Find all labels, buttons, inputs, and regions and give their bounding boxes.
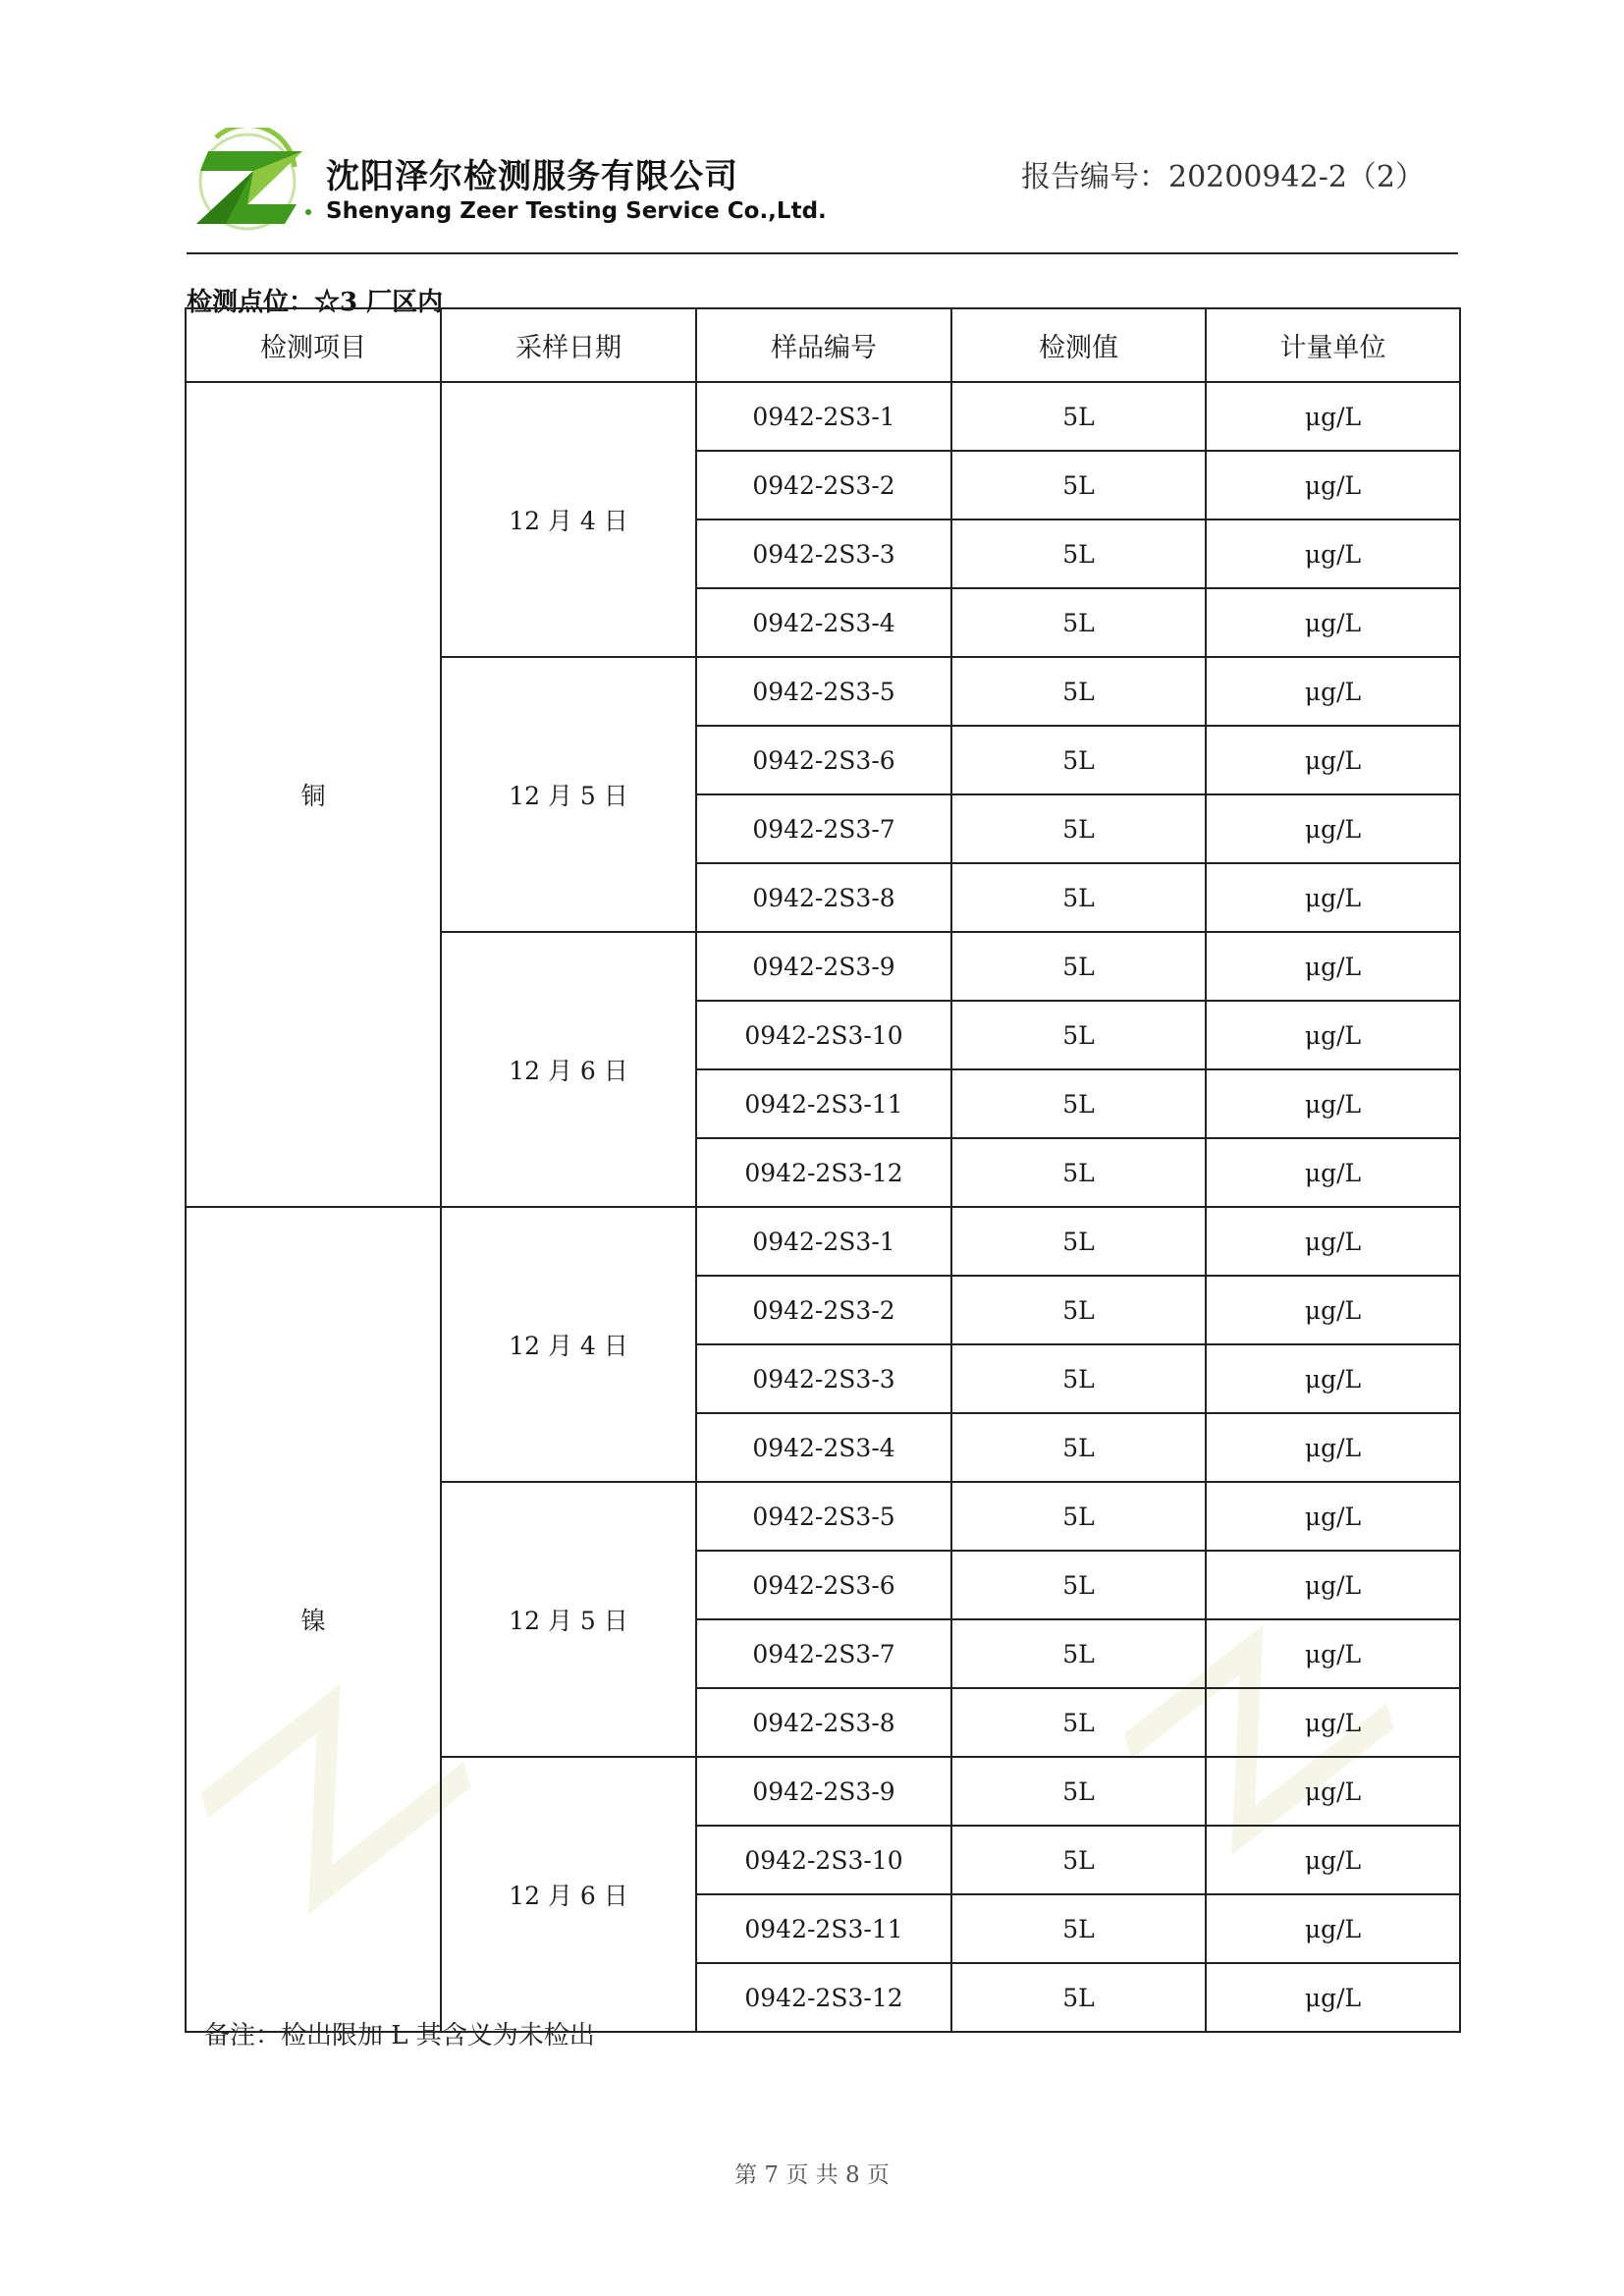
- unit-cell: μg/L: [1206, 1551, 1460, 1619]
- sample-id-cell: 0942-2S3-8: [696, 863, 951, 932]
- letterhead: [187, 128, 1463, 255]
- sample-id-cell: 0942-2S3-1: [696, 1207, 951, 1276]
- test-value-cell: 5L: [951, 519, 1206, 588]
- test-item-cell: 铜: [186, 382, 441, 1207]
- unit-cell: μg/L: [1206, 1069, 1460, 1138]
- sample-id-cell: 0942-2S3-12: [696, 1963, 951, 2032]
- table-body: [186, 382, 1460, 2032]
- test-value-cell: 5L: [951, 1344, 1206, 1413]
- unit-cell: μg/L: [1206, 1344, 1460, 1413]
- company-name-cn: 沈阳泽尔检测服务有限公司: [326, 157, 738, 196]
- sample-id-cell: 0942-2S3-7: [696, 794, 951, 863]
- remark: 备注：检出限加 L 其含义为未检出: [204, 2021, 595, 2050]
- sample-id-cell: 0942-2S3-4: [696, 588, 951, 657]
- sample-id-cell: 0942-2S3-9: [696, 932, 951, 1001]
- sample-id-cell: 0942-2S3-8: [696, 1688, 951, 1757]
- unit-cell: μg/L: [1206, 1688, 1460, 1757]
- sample-id-cell: 0942-2S3-2: [696, 451, 951, 519]
- test-value-cell: 5L: [951, 382, 1206, 451]
- test-value-cell: 5L: [951, 657, 1206, 726]
- test-value-cell: 5L: [951, 1688, 1206, 1757]
- sampling-date-cell: 12 月 4 日: [441, 1207, 696, 1482]
- sample-id-cell: 0942-2S3-7: [696, 1619, 951, 1688]
- sample-id-cell: 0942-2S3-6: [696, 1551, 951, 1619]
- test-value-cell: 5L: [951, 1069, 1206, 1138]
- sample-id-cell: 0942-2S3-1: [696, 382, 951, 451]
- test-value-cell: 5L: [951, 588, 1206, 657]
- table-row: [186, 382, 1460, 451]
- sample-id-cell: 0942-2S3-2: [696, 1276, 951, 1344]
- test-value-cell: 5L: [951, 1138, 1206, 1207]
- test-value-cell: 5L: [951, 863, 1206, 932]
- unit-cell: μg/L: [1206, 519, 1460, 588]
- test-value-cell: 5L: [951, 932, 1206, 1001]
- header-divider: [187, 252, 1458, 254]
- company-logo-icon: [187, 128, 324, 236]
- unit-cell: μg/L: [1206, 1276, 1460, 1344]
- test-value-cell: 5L: [951, 1482, 1206, 1551]
- test-value-cell: 5L: [951, 1276, 1206, 1344]
- page-number: 第 7 页 共 8 页: [734, 2162, 890, 2188]
- column-header-unit: 计量单位: [1206, 308, 1460, 382]
- unit-cell: μg/L: [1206, 1757, 1460, 1826]
- sample-id-cell: 0942-2S3-10: [696, 1001, 951, 1069]
- sample-id-cell: 0942-2S3-5: [696, 657, 951, 726]
- test-value-cell: 5L: [951, 1963, 1206, 2032]
- unit-cell: μg/L: [1206, 1482, 1460, 1551]
- unit-cell: μg/L: [1206, 451, 1460, 519]
- unit-cell: μg/L: [1206, 657, 1460, 726]
- test-item-cell: 镍: [186, 1207, 441, 2032]
- unit-cell: μg/L: [1206, 863, 1460, 932]
- column-header-sample: 样品编号: [696, 308, 951, 382]
- unit-cell: μg/L: [1206, 588, 1460, 657]
- table-header-row: [186, 308, 1460, 382]
- test-value-cell: 5L: [951, 1619, 1206, 1688]
- results-table: [185, 307, 1461, 2033]
- unit-cell: μg/L: [1206, 1963, 1460, 2032]
- column-header-value: 检测值: [951, 308, 1206, 382]
- test-value-cell: 5L: [951, 1826, 1206, 1894]
- test-value-cell: 5L: [951, 1551, 1206, 1619]
- sample-id-cell: 0942-2S3-3: [696, 1344, 951, 1413]
- test-value-cell: 5L: [951, 1207, 1206, 1276]
- unit-cell: μg/L: [1206, 1826, 1460, 1894]
- sample-id-cell: 0942-2S3-4: [696, 1413, 951, 1482]
- test-value-cell: 5L: [951, 726, 1206, 794]
- sampling-date-cell: 12 月 6 日: [441, 932, 696, 1207]
- test-value-cell: 5L: [951, 1413, 1206, 1482]
- unit-cell: μg/L: [1206, 794, 1460, 863]
- column-header-date: 采样日期: [441, 308, 696, 382]
- unit-cell: μg/L: [1206, 932, 1460, 1001]
- report-number: 报告编号：20200942-2（2）: [1021, 160, 1426, 194]
- unit-cell: μg/L: [1206, 1413, 1460, 1482]
- column-header-item: 检测项目: [186, 308, 441, 382]
- unit-cell: μg/L: [1206, 1001, 1460, 1069]
- test-value-cell: 5L: [951, 1757, 1206, 1826]
- sample-id-cell: 0942-2S3-9: [696, 1757, 951, 1826]
- sampling-date-cell: 12 月 6 日: [441, 1757, 696, 2032]
- sample-id-cell: 0942-2S3-11: [696, 1069, 951, 1138]
- test-value-cell: 5L: [951, 794, 1206, 863]
- test-location: 检测点位：☆3 厂区内: [187, 288, 444, 317]
- unit-cell: μg/L: [1206, 1894, 1460, 1963]
- test-value-cell: 5L: [951, 1894, 1206, 1963]
- sample-id-cell: 0942-2S3-12: [696, 1138, 951, 1207]
- company-name-en: Shenyang Zeer Testing Service Co.,Ltd.: [326, 198, 827, 224]
- unit-cell: μg/L: [1206, 1138, 1460, 1207]
- unit-cell: μg/L: [1206, 382, 1460, 451]
- sampling-date-cell: 12 月 5 日: [441, 1482, 696, 1757]
- unit-cell: μg/L: [1206, 1207, 1460, 1276]
- test-value-cell: 5L: [951, 451, 1206, 519]
- table-row: [186, 1207, 1460, 1276]
- sample-id-cell: 0942-2S3-6: [696, 726, 951, 794]
- test-value-cell: 5L: [951, 1001, 1206, 1069]
- sampling-date-cell: 12 月 5 日: [441, 657, 696, 932]
- sample-id-cell: 0942-2S3-11: [696, 1894, 951, 1963]
- sample-id-cell: 0942-2S3-10: [696, 1826, 951, 1894]
- sample-id-cell: 0942-2S3-5: [696, 1482, 951, 1551]
- sampling-date-cell: 12 月 4 日: [441, 382, 696, 657]
- unit-cell: μg/L: [1206, 726, 1460, 794]
- unit-cell: μg/L: [1206, 1619, 1460, 1688]
- sample-id-cell: 0942-2S3-3: [696, 519, 951, 588]
